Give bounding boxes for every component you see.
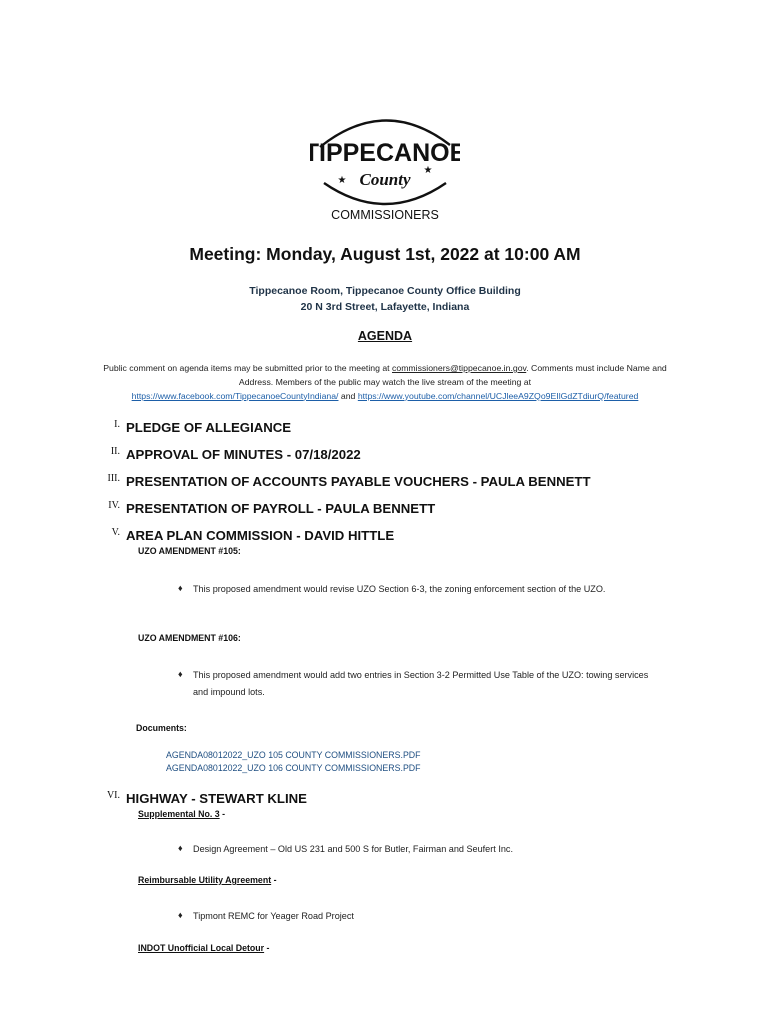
county-seal-logo bbox=[310, 105, 460, 230]
supplemental-suffix: - bbox=[219, 809, 226, 819]
star-icon: ★ bbox=[423, 165, 433, 176]
section-title: AREA PLAN COMMISSION - DAVID HITTLE bbox=[126, 528, 395, 543]
section-number: II. bbox=[110, 446, 120, 457]
logo-line2: County bbox=[359, 170, 411, 189]
section-title: HIGHWAY - STEWART KLINE bbox=[126, 791, 307, 806]
document-link[interactable]: AGENDA08012022_UZO 105 COUNTY COMMISSIONERS.PDF bbox=[166, 750, 421, 760]
section-number: III. bbox=[107, 473, 120, 484]
meeting-title: Meeting: Monday, August 1st, 2022 at 10:00 AM bbox=[189, 244, 581, 264]
agenda-heading: AGENDA bbox=[357, 329, 413, 343]
list-item bbox=[178, 841, 658, 858]
section-title: PRESENTATION OF PAYROLL - PAULA BENNETT bbox=[126, 501, 436, 516]
bullet-text: Design Agreement – Old US 231 and 500 S for Butler, Fairman and Seufert Inc. bbox=[193, 844, 513, 854]
section-number: IV. bbox=[108, 500, 120, 511]
notice-text-2: . Comments must include Name and Address. Members of the public may watch the live stream of the meeting at bbox=[238, 363, 667, 387]
list-item bbox=[178, 667, 658, 701]
public-comment-notice bbox=[90, 362, 680, 403]
agenda-section bbox=[0, 527, 770, 547]
list-item bbox=[178, 581, 658, 598]
diamond-bullet-icon: ♦ bbox=[178, 583, 183, 593]
email-link[interactable]: commissioners@tippecanoe.in.gov bbox=[392, 363, 527, 373]
facebook-link[interactable]: https://www.facebook.com/TippecanoeCountyIndiana/ bbox=[131, 390, 339, 401]
star-icon: ★ bbox=[337, 175, 347, 186]
section-number: VI. bbox=[106, 790, 120, 801]
bullet-text: Tipmont REMC for Yeager Road Project bbox=[193, 911, 354, 921]
section-number: I. bbox=[114, 419, 120, 430]
rua-title: Reimbursable Utility Agreement bbox=[138, 875, 272, 885]
detour-suffix: - bbox=[264, 943, 270, 953]
document-link[interactable]: AGENDA08012022_UZO 106 COUNTY COMMISSIONERS.PDF bbox=[166, 763, 421, 773]
rua-suffix: - bbox=[271, 875, 277, 885]
list-item bbox=[178, 908, 658, 925]
bullet-text: This proposed amendment would revise UZO Section 6-3, the zoning enforcement section of the UZO. bbox=[193, 584, 606, 594]
uzo-amendment-106-heading: UZO AMENDMENT #106: bbox=[138, 633, 241, 643]
agenda-section bbox=[0, 419, 770, 439]
youtube-link[interactable]: https://www.youtube.com/channel/UCJleeA9ZQo9EIlGdZTdiurQ/featured bbox=[357, 390, 639, 401]
meeting-venue bbox=[0, 283, 770, 315]
bullet-text: This proposed amendment would add two entries in Section 3-2 Permitted Use Table of the UZO: towing services and impound lots. bbox=[193, 670, 649, 697]
notice-and: and bbox=[338, 390, 358, 401]
agenda-section bbox=[0, 500, 770, 520]
agenda-section bbox=[0, 446, 770, 466]
notice-text-1: Public comment on agenda items may be submitted prior to the meeting at bbox=[103, 363, 393, 373]
section-title: PRESENTATION OF ACCOUNTS PAYABLE VOUCHERS - PAULA BENNETT bbox=[126, 474, 591, 489]
uzo-amendment-105-heading: UZO AMENDMENT #105: bbox=[138, 546, 241, 556]
section-title: PLEDGE OF ALLEGIANCE bbox=[126, 420, 292, 435]
indot-detour-heading bbox=[138, 943, 269, 953]
logo-line1: TIPPECANOE bbox=[310, 139, 460, 167]
agenda-section bbox=[0, 790, 770, 810]
supplemental-heading bbox=[138, 809, 225, 819]
agenda-section bbox=[0, 473, 770, 493]
venue-name: Tippecanoe Room, Tippecanoe County Office Building bbox=[249, 285, 521, 297]
logo-line3: COMMISSIONERS bbox=[331, 208, 439, 222]
section-title: APPROVAL OF MINUTES - 07/18/2022 bbox=[126, 447, 361, 462]
venue-address: 20 N 3rd Street, Lafayette, Indiana bbox=[300, 301, 470, 313]
diamond-bullet-icon: ♦ bbox=[178, 843, 183, 853]
detour-title: INDOT Unofficial Local Detour bbox=[138, 943, 265, 953]
diamond-bullet-icon: ♦ bbox=[178, 910, 183, 920]
diamond-bullet-icon: ♦ bbox=[178, 669, 183, 679]
section-number: V. bbox=[111, 527, 120, 538]
reimbursable-utility-heading bbox=[138, 875, 277, 885]
documents-label: Documents: bbox=[136, 723, 187, 733]
supplemental-title: Supplemental No. 3 bbox=[138, 809, 220, 819]
